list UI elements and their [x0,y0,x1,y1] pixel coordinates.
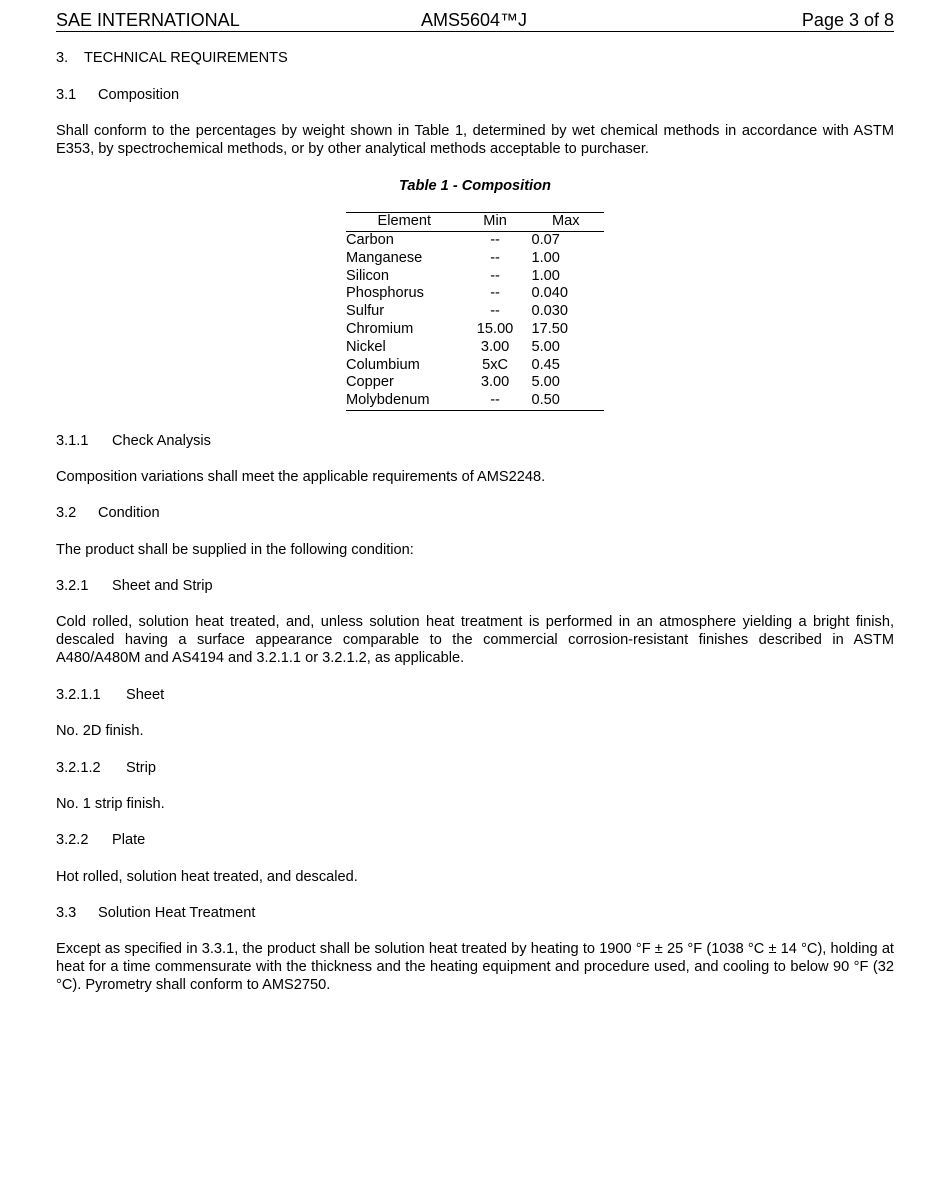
min-cell: -- [490,303,500,320]
publisher-name: SAE INTERNATIONAL [56,10,240,30]
element-cell: Nickel [346,338,386,355]
table-row [346,357,604,375]
section-number: 3.1 [56,87,77,103]
section-3-1-heading [56,86,894,104]
max-cell: 0.07 [531,232,560,248]
section-3-3-heading [56,904,894,922]
section-title: Plate [112,832,146,848]
page-header [56,10,894,32]
section-title: Condition [98,505,160,521]
table-header-row [346,213,604,232]
table-row [346,303,604,321]
section-3-1-1-text: Composition variations shall meet the applicable requirements of AMS2248. [56,469,546,485]
table-row [346,321,604,339]
min-cell: 5xC [482,356,509,373]
max-cell: 0.040 [531,285,568,302]
max-cell: 5.00 [531,338,560,355]
min-cell: -- [490,285,500,302]
max-cell: 1.00 [531,249,560,266]
section-number: 3.2.2 [56,832,89,848]
table-row [346,250,604,268]
element-cell: Chromium [346,320,414,337]
section-3-2-1-2-text: No. 1 strip finish. [56,796,165,812]
element-cell: Molybdenum [346,392,463,410]
section-title: Check Analysis [112,433,211,449]
section-3-2-1-text: Cold rolled, solution heat treated, and, unless solution heat treatment is performed in an atmosphere yielding a bright finish, descaled having a surface appearance comparable to the commercial corrosion-resistant finishes described in ASTM A480/A480M and AS4194 and 3.2.1.1 or 3.2.1.2, as applicable. [56,614,894,666]
section-number: 3.2.1.1 [56,687,101,703]
element-cell: Columbium [346,356,420,373]
section-number: 3. [56,50,69,66]
section-number: 3.2 [56,505,77,521]
section-number: 3.3 [56,905,77,921]
max-cell: 17.50 [531,320,568,337]
max-cell: 0.45 [531,356,560,373]
element-cell: Carbon [346,232,394,248]
section-3-2-1-1-text: No. 2D finish. [56,723,144,739]
section-title: Strip [126,760,157,776]
element-cell: Sulfur [346,303,385,320]
page-number: Page 3 of 8 [801,10,894,30]
table-caption: Table 1 - Composition [399,178,551,194]
min-cell: 3.00 [480,374,510,391]
section-title: TECHNICAL REQUIREMENTS [84,50,288,66]
section-3-3-text: Except as specified in 3.3.1, the product shall be solution heat treated by heating to 1900 °F ± 25 °F (1038 °C ± 14 °C), holding at heat for a time commensurate with the thickness and the heating equipment and procedure used, and cooling to below 90 °F (32 °C). Pyrometry shall conform to AMS2750. [56,941,894,993]
element-cell: Phosphorus [346,285,424,302]
section-3-1-text: Shall conform to the percentages by weight shown in Table 1, determined by wet chemical methods in accordance with ASTM E353, by spectrochemical methods, or by other analytical methods acceptable to purchaser. [56,123,894,157]
section-3-1-1-heading [56,432,894,450]
header-min: Min [463,213,528,232]
document-number: AMS5604™J [421,10,528,30]
element-cell: Copper [346,374,394,391]
min-cell: 15.00 [476,320,514,337]
table-row [346,232,604,250]
section-3-2-heading [56,504,894,522]
element-cell: Silicon [346,267,389,284]
min-cell: -- [490,249,500,266]
section-number: 3.2.1 [56,578,89,594]
max-cell: 0.50 [527,392,604,410]
section-3-2-2-heading [56,831,894,849]
section-number: 3.2.1.2 [56,760,101,776]
table-row [346,392,604,410]
section-title: Sheet and Strip [112,578,213,594]
section-title: Solution Heat Treatment [98,905,256,921]
section-3-2-1-1-heading [56,686,894,704]
header-max: Max [527,213,604,232]
section-3-2-1-2-heading [56,759,894,777]
min-cell: 3.00 [480,338,510,355]
section-3-2-1-heading [56,577,894,595]
table-row [346,339,604,357]
section-number: 3.1.1 [56,433,89,449]
section-title: Composition [98,87,180,103]
header-element: Element [346,213,463,232]
element-cell: Manganese [346,249,423,266]
min-cell: -- [490,232,500,248]
section-3-heading [56,49,894,67]
composition-table [346,212,604,411]
section-title: Sheet [126,687,165,703]
min-cell: -- [463,392,528,410]
section-3-2-2-text: Hot rolled, solution heat treated, and descaled. [56,869,358,885]
min-cell: -- [490,267,500,284]
max-cell: 1.00 [531,267,560,284]
max-cell: 5.00 [531,374,560,391]
table-row [346,374,604,392]
table-row [346,285,604,303]
max-cell: 0.030 [531,303,568,320]
section-3-2-text: The product shall be supplied in the following condition: [56,542,414,558]
table-row [346,268,604,286]
